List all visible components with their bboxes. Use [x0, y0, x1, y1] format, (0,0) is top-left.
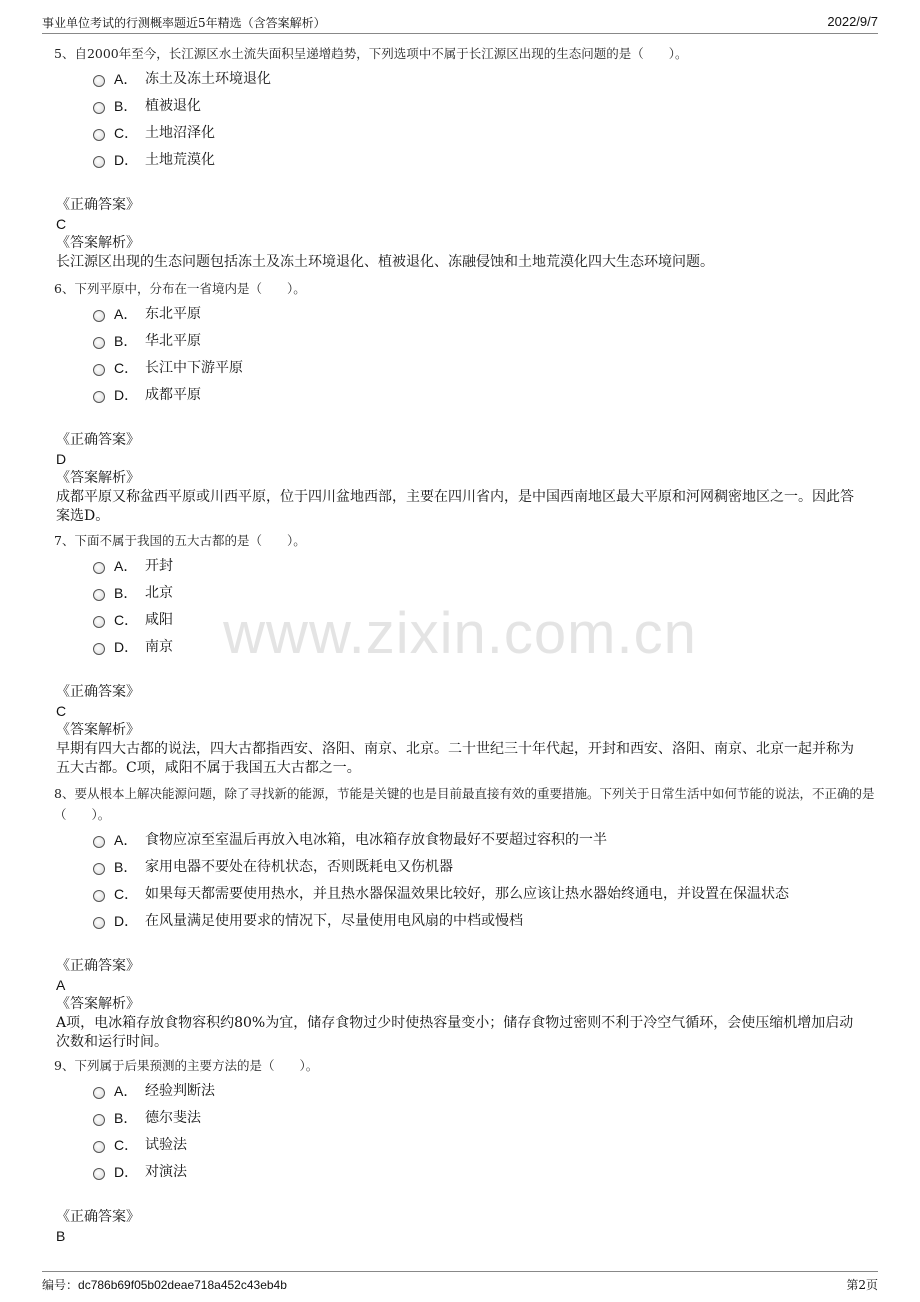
option-letter: A． — [114, 306, 138, 322]
option-letter: B． — [114, 585, 138, 601]
option-text: 经验判断法 — [145, 1083, 215, 1099]
radio-icon[interactable] — [93, 391, 105, 403]
option-d[interactable] — [42, 147, 878, 174]
option-letter: D． — [114, 913, 139, 929]
question-text: 8、要从根本上解决能源问题，除了寻找新的能源，节能是关键的也是目前最直接有效的重要措施。下列关于日常生活中如何节能的说法，不正确的是（ ）。 — [54, 786, 875, 822]
explanation-label: 《答案解析》 — [56, 235, 140, 251]
answer-value: A — [56, 977, 66, 993]
answer-label: 《正确答案》 — [56, 684, 140, 700]
option-text: 试验法 — [145, 1137, 187, 1153]
radio-icon[interactable] — [93, 643, 105, 655]
option-letter: D． — [114, 1164, 139, 1180]
question-text: 9、下列属于后果预测的主要方法的是（ ）。 — [54, 1058, 319, 1073]
option-a[interactable] — [42, 301, 878, 328]
option-d[interactable] — [42, 1159, 878, 1186]
option-text: 土地荒漠化 — [145, 152, 215, 168]
option-c[interactable] — [42, 120, 878, 147]
option-a[interactable] — [42, 827, 878, 854]
radio-icon[interactable] — [93, 75, 105, 87]
answer-value: B — [56, 1228, 66, 1244]
option-list — [42, 66, 878, 174]
radio-icon[interactable] — [93, 616, 105, 628]
option-letter: A． — [114, 71, 138, 87]
explanation-text: A项，电冰箱存放食物容积约80%为宜，储存食物过少时使热容量变小；储存食物过密则不利于冷空气循环，会使压缩机增加启动次数和运行时间。 — [56, 1015, 854, 1050]
option-letter: A． — [114, 558, 138, 574]
option-letter: D． — [114, 152, 139, 168]
option-b[interactable] — [42, 854, 878, 881]
option-text: 德尔斐法 — [145, 1110, 201, 1126]
option-text: 植被退化 — [145, 98, 201, 114]
answer-value: D — [56, 451, 67, 467]
option-b[interactable] — [42, 328, 878, 355]
option-letter: C． — [114, 886, 139, 902]
radio-icon[interactable] — [93, 890, 105, 902]
option-letter: B． — [114, 1110, 138, 1126]
option-text: 华北平原 — [145, 333, 201, 349]
radio-icon[interactable] — [93, 310, 105, 322]
question-text: 6、下列平原中，分布在一省境内是（ ）。 — [54, 281, 306, 296]
document-title: 事业单位考试的行测概率题近5年精选（含答案解析） — [42, 16, 326, 30]
option-text: 咸阳 — [145, 612, 173, 628]
explanation-label: 《答案解析》 — [56, 722, 140, 738]
page-number: 第2页 — [846, 1278, 878, 1292]
option-text: 开封 — [145, 558, 173, 574]
explanation-text: 长江源区出现的生态问题包括冻土及冻土环境退化、植被退化、冻融侵蚀和土地荒漠化四大生态环境问题。 — [56, 254, 714, 270]
document-code-label: 编号： — [42, 1278, 79, 1292]
explanation-label: 《答案解析》 — [56, 470, 140, 486]
option-text: 家用电器不要处在待机状态，否则既耗电又伤机器 — [145, 859, 453, 875]
option-list — [42, 553, 878, 661]
document-code-value: dc786b69f05b02deae718a452c43eb4b — [78, 1278, 287, 1292]
question-9 — [42, 1055, 878, 1245]
radio-icon[interactable] — [93, 364, 105, 376]
radio-icon[interactable] — [93, 562, 105, 574]
explanation-text: 成都平原又称盆西平原或川西平原，位于四川盆地西部，主要在四川省内，是中国西南地区最大平原和河网稠密地区之一。因此答案选D。 — [56, 489, 854, 524]
answer-label: 《正确答案》 — [56, 958, 140, 974]
page-header — [42, 14, 878, 34]
option-letter: C． — [114, 125, 139, 141]
radio-icon[interactable] — [93, 129, 105, 141]
answer-value: C — [56, 216, 67, 232]
option-text: 成都平原 — [145, 387, 201, 403]
watermark: www.zixin.com.cn — [223, 601, 697, 666]
question-text: 5、自2000年至今，长江源区水土流失面积呈递增趋势，下列选项中不属于长江源区出现的生态问题的是（ ）。 — [54, 46, 688, 61]
option-b[interactable] — [42, 1105, 878, 1132]
option-letter: D． — [114, 639, 139, 655]
option-d[interactable] — [42, 382, 878, 409]
radio-icon[interactable] — [93, 102, 105, 114]
option-b[interactable] — [42, 580, 878, 607]
question-6 — [42, 278, 878, 526]
radio-icon[interactable] — [93, 589, 105, 601]
radio-icon[interactable] — [93, 917, 105, 929]
option-list — [42, 827, 878, 935]
page-footer — [42, 1271, 878, 1295]
radio-icon[interactable] — [93, 836, 105, 848]
option-letter: A． — [114, 1083, 138, 1099]
radio-icon[interactable] — [93, 1141, 105, 1153]
answer-label: 《正确答案》 — [56, 432, 140, 448]
option-letter: B． — [114, 333, 138, 349]
option-a[interactable] — [42, 553, 878, 580]
option-letter: C． — [114, 1137, 139, 1153]
option-text: 东北平原 — [145, 306, 201, 322]
document-date: 2022/9/7 — [827, 14, 878, 29]
option-d[interactable] — [42, 634, 878, 661]
option-letter: D． — [114, 387, 139, 403]
answer-label: 《正确答案》 — [56, 1209, 140, 1225]
question-7 — [42, 530, 878, 778]
document-code — [42, 1276, 287, 1293]
option-text: 在风量满足使用要求的情况下，尽量使用电风扇的中档或慢档 — [145, 913, 523, 929]
option-text: 长江中下游平原 — [145, 360, 243, 376]
radio-icon[interactable] — [93, 1087, 105, 1099]
option-a[interactable] — [42, 66, 878, 93]
answer-value: C — [56, 703, 67, 719]
option-letter: A． — [114, 832, 138, 848]
question-text: 7、下面不属于我国的五大古都的是（ ）。 — [54, 533, 306, 548]
explanation-text: 早期有四大古都的说法，四大古都指西安、洛阳、南京、北京。二十世纪三十年代起，开封和西安、洛阳、南京、北京一起并称为五大古都。C项，咸阳不属于我国五大古都之一。 — [56, 741, 854, 776]
option-list — [42, 1078, 878, 1186]
question-8 — [42, 783, 878, 1052]
radio-icon[interactable] — [93, 337, 105, 349]
option-letter: B． — [114, 859, 138, 875]
option-b[interactable] — [42, 93, 878, 120]
answer-label: 《正确答案》 — [56, 197, 140, 213]
question-5 — [42, 43, 878, 272]
option-d[interactable] — [42, 908, 878, 935]
option-text: 北京 — [145, 585, 173, 601]
option-text: 对演法 — [145, 1164, 187, 1180]
option-text: 如果每天都需要使用热水，并且热水器保温效果比较好，那么应该让热水器始终通电，并设置在保温状态 — [145, 886, 789, 902]
explanation-label: 《答案解析》 — [56, 996, 140, 1012]
radio-icon[interactable] — [93, 156, 105, 168]
option-c[interactable] — [42, 1132, 878, 1159]
option-list — [42, 301, 878, 409]
option-c[interactable] — [42, 881, 878, 908]
option-letter: B． — [114, 98, 138, 114]
option-c[interactable] — [42, 607, 878, 634]
radio-icon[interactable] — [93, 863, 105, 875]
option-a[interactable] — [42, 1078, 878, 1105]
option-c[interactable] — [42, 355, 878, 382]
option-text: 食物应凉至室温后再放入电冰箱，电冰箱存放食物最好不要超过容积的一半 — [145, 832, 607, 848]
option-letter: C． — [114, 612, 139, 628]
radio-icon[interactable] — [93, 1114, 105, 1126]
option-text: 冻土及冻土环境退化 — [145, 71, 271, 87]
option-text: 南京 — [145, 639, 173, 655]
option-letter: C． — [114, 360, 139, 376]
radio-icon[interactable] — [93, 1168, 105, 1180]
option-text: 土地沼泽化 — [145, 125, 215, 141]
